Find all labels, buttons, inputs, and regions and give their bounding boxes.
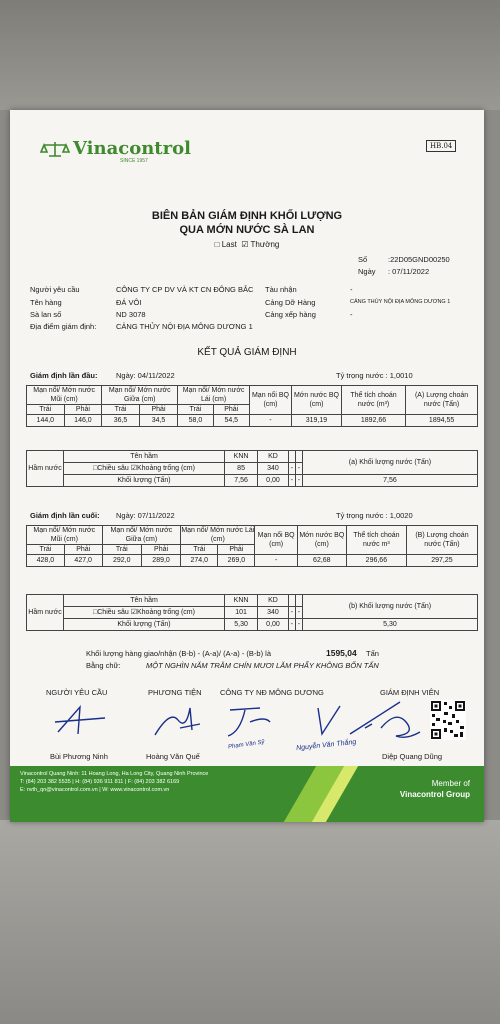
discharge-port-value: CẢNG THỦY NỘI ĐỊA MÔNG DƯƠNG 1 bbox=[350, 299, 451, 305]
table-cell: 54,5 bbox=[213, 415, 249, 427]
col-lai: Mạn nổi/ Mớn nước Lái (cm) bbox=[181, 527, 255, 543]
table-cell: 289,0 bbox=[141, 555, 180, 567]
first-water-total: 7,56 bbox=[302, 475, 477, 487]
ngay-value: : 07/11/2022 bbox=[388, 267, 430, 276]
last-survey-label: Giám định lần cuối: bbox=[30, 511, 100, 520]
table-cell: - bbox=[249, 415, 291, 427]
col-kd: KD bbox=[258, 451, 289, 463]
loading-port-label: Cảng xếp hàng bbox=[265, 310, 316, 319]
background-bottom bbox=[0, 820, 500, 1024]
table-cell: - bbox=[295, 475, 302, 487]
last-density: Tỷ trọng nước : 1,0020 bbox=[336, 511, 413, 520]
footer-line-1: Vinacontrol Quang Ninh: 11 Hoang Long, Ha Long City, Quang Ninh Province bbox=[20, 771, 209, 777]
last-water-total: 5,30 bbox=[302, 619, 477, 631]
cargo-label: Tên hàng bbox=[30, 298, 62, 307]
company-logo bbox=[40, 138, 191, 164]
col-mon-bq: Mớn nước BQ (cm) bbox=[297, 526, 346, 555]
weight-label: Khối lượng (Tấn) bbox=[64, 619, 225, 631]
table-cell: 7,56 bbox=[225, 475, 258, 487]
type-options: □ Last ☑ Thường bbox=[214, 240, 280, 249]
col-giua: Mạn nổi/ Mớn nước Giữa (cm) bbox=[102, 386, 178, 405]
table-cell: - bbox=[288, 619, 295, 631]
col-result-a: (A) Lượng choán nước (Tấn) bbox=[406, 386, 478, 415]
col-phai: Phải bbox=[64, 545, 102, 555]
so-value: :22D05GND00250 bbox=[388, 255, 450, 264]
loading-port-value: - bbox=[350, 310, 353, 319]
title-line2: QUA MỚN NƯỚC SÀ LAN bbox=[179, 224, 315, 236]
table-cell: 0,00 bbox=[258, 619, 289, 631]
signer-name-3: Phạm Văn Sỹ bbox=[227, 739, 265, 751]
table-cell: 58,0 bbox=[178, 415, 213, 427]
table-cell bbox=[288, 595, 295, 607]
last-tank-table bbox=[26, 594, 478, 631]
col-knn: KNN bbox=[225, 451, 258, 463]
col-phai: Phải bbox=[218, 545, 255, 555]
table-cell bbox=[295, 595, 302, 607]
company-name: Vinacontrol bbox=[73, 138, 191, 159]
col-trai: Trái bbox=[102, 545, 141, 555]
table-cell: 340 bbox=[258, 607, 289, 619]
background-top bbox=[0, 0, 500, 110]
signature-1 bbox=[50, 702, 110, 742]
member-of: Member of bbox=[431, 779, 470, 788]
table-cell: - bbox=[255, 555, 297, 567]
table-cell: 297,25 bbox=[406, 555, 477, 567]
first-density: Tỷ trọng nước : 1,0010 bbox=[336, 371, 413, 380]
table-cell: 296,66 bbox=[346, 555, 406, 567]
location-value: CẢNG THỦY NỘI ĐỊA MÔNG DƯƠNG 1 bbox=[116, 322, 253, 331]
table-cell: 427,0 bbox=[64, 555, 102, 567]
col-kd: KD bbox=[258, 595, 289, 607]
ten-ham: Tên hầm bbox=[64, 595, 225, 607]
last-water-label: (b) Khối lượng nước (Tấn) bbox=[302, 595, 477, 619]
table-cell: 269,0 bbox=[218, 555, 255, 567]
table-cell: 319,19 bbox=[292, 415, 342, 427]
ngay-label: Ngày bbox=[358, 267, 376, 276]
words-value: MỘT NGHÌN NĂM TRĂM CHÍN MƯƠI LĂM PHẨY KHÔNG BỐN TẤN bbox=[146, 661, 379, 670]
table-cell bbox=[295, 451, 302, 463]
so-label: Số bbox=[358, 255, 368, 264]
col-giua: Mạn nổi/ Mớn nước Giữa (cm) bbox=[102, 526, 181, 545]
inspector-sign-title: GIÁM ĐỊNH VIÊN bbox=[380, 688, 440, 697]
col-phai: Phải bbox=[141, 545, 180, 555]
group-name: Vinacontrol Group bbox=[399, 790, 470, 799]
col-mui: Mạn nổi/ Mớn nước Mũi (cm) bbox=[27, 386, 102, 405]
summary-unit: Tấn bbox=[366, 649, 379, 658]
discharge-port-label: Cảng Dỡ Hàng bbox=[265, 298, 316, 307]
company-sign-title: CÔNG TY NĐ MÔNG DƯƠNG bbox=[220, 688, 324, 697]
receiving-ship-label: Tàu nhận bbox=[265, 285, 297, 294]
col-mn-bq: Mạn nổi BQ (cm) bbox=[255, 526, 297, 555]
requester-sign-title: NGƯỜI YÊU CẦU bbox=[46, 688, 108, 697]
ham-nuoc-label: Hầm nước bbox=[27, 595, 64, 631]
table-cell bbox=[288, 451, 295, 463]
signer-name-1: Bùi Phương Ninh bbox=[50, 752, 108, 761]
table-cell: 146,0 bbox=[64, 415, 102, 427]
qr-code-icon bbox=[430, 700, 466, 740]
first-survey-label: Giám định lần đầu: bbox=[30, 371, 98, 380]
vessel-sign-title: PHƯƠNG TIỆN bbox=[148, 688, 202, 697]
ham-nuoc-label: Hầm nước bbox=[27, 451, 64, 487]
location-label: Địa điểm giám định: bbox=[30, 322, 97, 331]
title-line1: BIÊN BẢN GIÁM ĐỊNH KHỐI LƯỢNG bbox=[151, 210, 343, 222]
summary-label: Khối lượng hàng giao/nhận (B-b) - (A-a)/ (A-a) - (B-b) là bbox=[86, 649, 272, 658]
table-cell: - bbox=[295, 607, 302, 619]
signature-3 bbox=[220, 702, 280, 742]
table-cell: - bbox=[288, 463, 295, 475]
col-mui: Mạn nổi/ Mớn nước Mũi (cm) bbox=[27, 526, 103, 545]
col-the-tich: Thể tích choán nước (m³) bbox=[341, 386, 405, 415]
first-survey-date: Ngày: 04/11/2022 bbox=[116, 371, 175, 380]
table-cell: - bbox=[295, 619, 302, 631]
footer-line-2: T: (84) 203 382 5535 | H: (84) 936 911 811 | F: (84) 203 382 6169 bbox=[20, 779, 180, 785]
option-normal: Thường bbox=[250, 240, 280, 249]
col-knn: KNN bbox=[225, 595, 258, 607]
col-mon-bq: Mớn nước BQ (cm) bbox=[292, 386, 342, 415]
last-survey-date: Ngày: 07/11/2022 bbox=[116, 511, 175, 520]
table-cell: 274,0 bbox=[181, 555, 218, 567]
cargo-value: ĐÁ VÔI bbox=[116, 298, 142, 307]
col-mn-bq: Mạn nổi BQ (cm) bbox=[249, 386, 291, 415]
signer-name-4: Nguyễn Văn Thắng bbox=[295, 738, 357, 753]
col-trai: Trái bbox=[27, 405, 65, 415]
scale-icon bbox=[40, 140, 70, 158]
result-title: KẾT QUẢ GIÁM ĐỊNH bbox=[197, 347, 297, 358]
table-cell: - bbox=[288, 607, 295, 619]
table-cell: 144,0 bbox=[27, 415, 65, 427]
first-water-label: (a) Khối lượng nước (Tấn) bbox=[302, 451, 477, 475]
table-cell: 62,68 bbox=[297, 555, 346, 567]
table-cell: 5,30 bbox=[225, 619, 258, 631]
first-draft-table bbox=[26, 385, 478, 427]
col-result-b: (B) Lượng choán nước (Tấn) bbox=[406, 526, 477, 555]
ten-ham: Tên hầm bbox=[64, 451, 225, 463]
first-tank-table bbox=[26, 450, 478, 487]
footer-line-3: E: nvth_qn@vinacontrol.com.vn | W: www.vinacontrol.com.vn bbox=[20, 787, 170, 793]
since-text: SINCE 1957 bbox=[120, 158, 148, 164]
col-the-tich: Thể tích choán nước m³ bbox=[346, 526, 406, 555]
table-cell: 85 bbox=[225, 463, 258, 475]
table-cell: 101 bbox=[225, 607, 258, 619]
col-trai: Trái bbox=[102, 405, 140, 415]
table-cell: - bbox=[288, 475, 295, 487]
signer-name-2: Hoàng Văn Quế bbox=[146, 752, 200, 761]
col-trai: Trái bbox=[181, 545, 218, 555]
col-phai: Phải bbox=[139, 405, 178, 415]
footer-member bbox=[400, 778, 470, 800]
summary-value: 1595,04 bbox=[326, 648, 357, 658]
col-lai: Mạn nổi/ Mớn nước Lái (cm) bbox=[178, 386, 250, 405]
last-draft-table bbox=[26, 525, 478, 567]
requester-value: CÔNG TY CP DV VÀ KT CN ĐÔNG BẮC bbox=[116, 285, 254, 294]
footer-band bbox=[10, 766, 484, 822]
table-cell: 34,5 bbox=[139, 415, 178, 427]
weight-label: Khối lượng (Tấn) bbox=[64, 475, 225, 487]
col-phai: Phải bbox=[213, 405, 249, 415]
table-cell: - bbox=[295, 463, 302, 475]
table-cell: 1892,66 bbox=[341, 415, 405, 427]
col-trai: Trái bbox=[178, 405, 213, 415]
footer-address bbox=[20, 770, 208, 794]
barge-value: ND 3078 bbox=[116, 310, 146, 319]
document-sheet bbox=[10, 110, 484, 822]
table-cell: 292,0 bbox=[102, 555, 141, 567]
table-cell: 340 bbox=[258, 463, 289, 475]
table-cell: 428,0 bbox=[27, 555, 65, 567]
signature-2 bbox=[150, 700, 210, 744]
table-cell: 1894,55 bbox=[406, 415, 478, 427]
signature-5 bbox=[376, 708, 426, 742]
signer-name-5: Diệp Quang Dũng bbox=[382, 752, 443, 761]
col-phai: Phải bbox=[64, 405, 102, 415]
receiving-ship-value: - bbox=[350, 285, 353, 294]
depth-options: □Chiều sâu ☑Khoảng trống (cm) bbox=[64, 607, 225, 619]
requester-label: Người yêu cầu bbox=[30, 285, 80, 294]
barge-label: Sà lan số bbox=[30, 310, 62, 319]
form-code: HB.04 bbox=[426, 140, 456, 152]
col-trai: Trái bbox=[27, 545, 65, 555]
words-label: Bằng chữ: bbox=[86, 661, 121, 670]
depth-options: □Chiều sâu ☑Khoảng trống (cm) bbox=[64, 463, 225, 475]
table-cell: 36,5 bbox=[102, 415, 140, 427]
option-last: Last bbox=[221, 240, 237, 249]
table-cell: 0,00 bbox=[258, 475, 289, 487]
